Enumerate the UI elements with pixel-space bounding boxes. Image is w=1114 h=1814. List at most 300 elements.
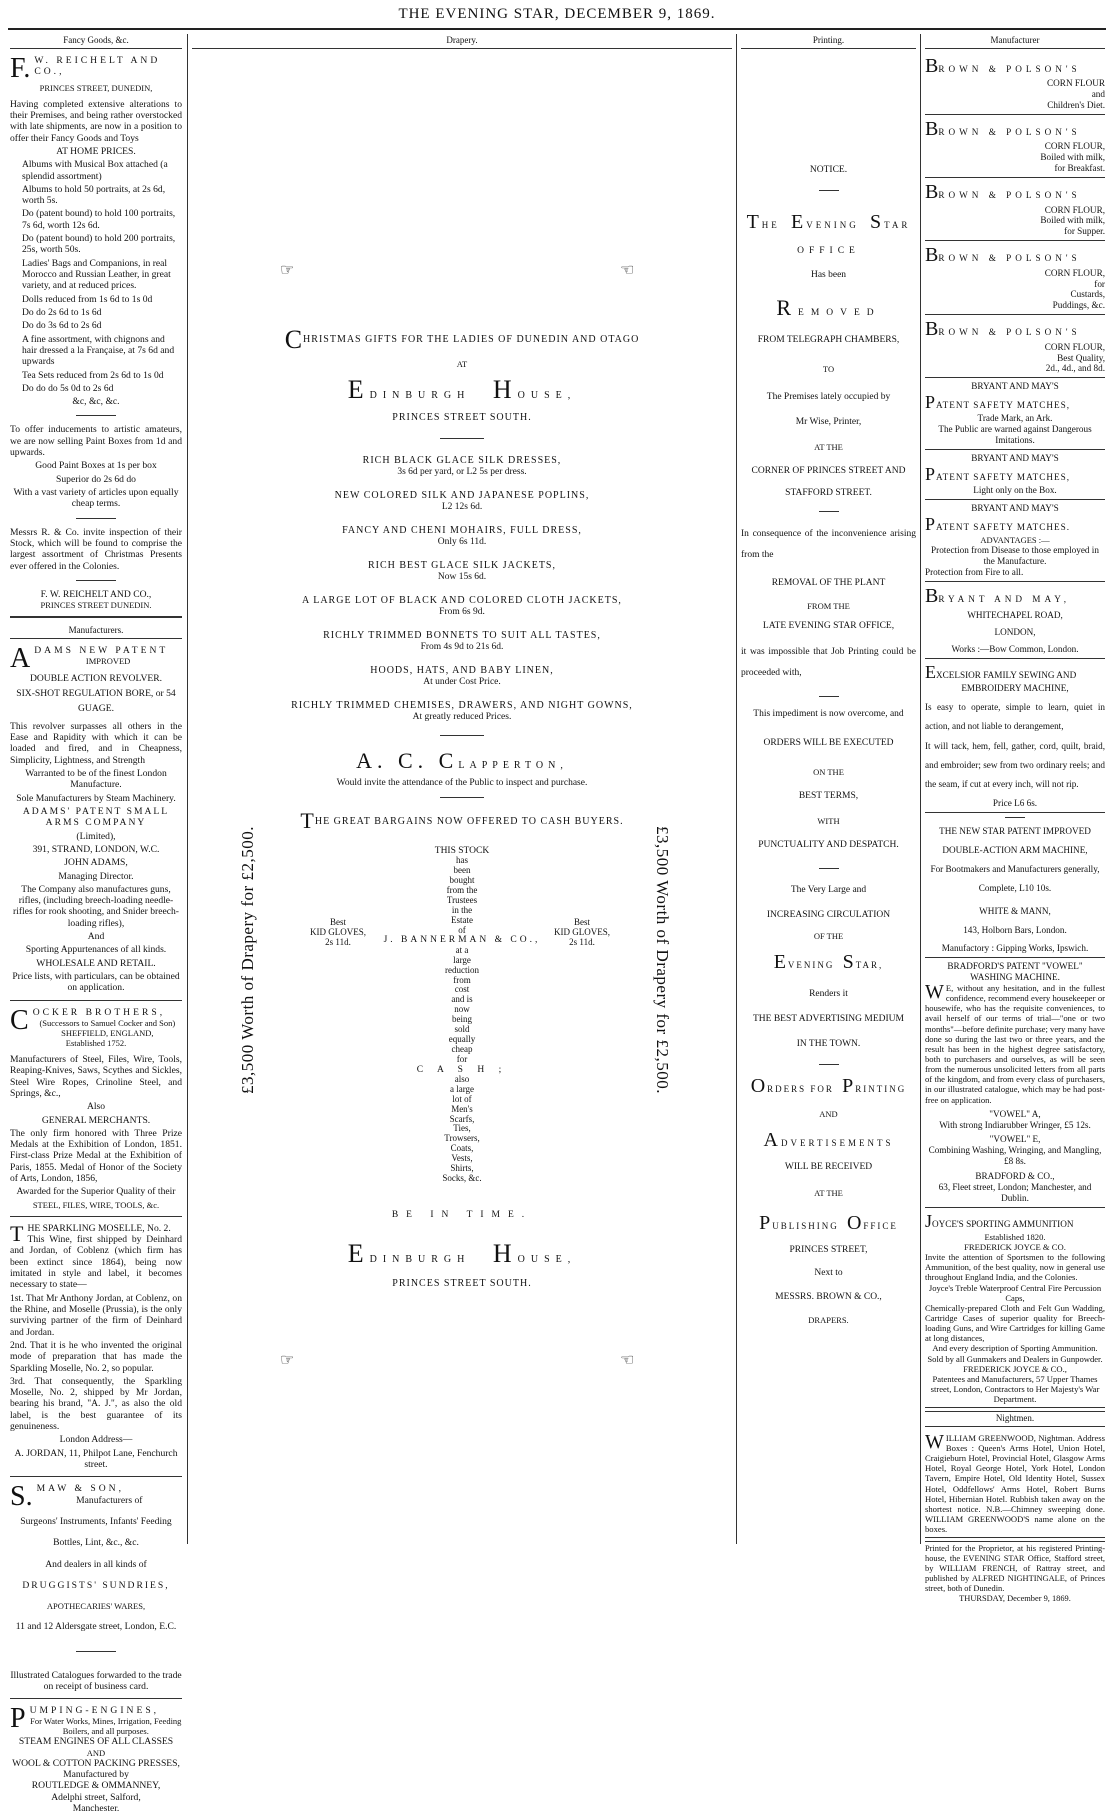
ad-text: Is easy to operate, simple to learn, quiet in action, and not liable to derangement,	[925, 701, 1105, 732]
ad-headline: DINBURGH	[369, 390, 471, 402]
stock-line: Vests,	[451, 1153, 473, 1164]
ad-text: "VOWEL" E,	[989, 1134, 1041, 1145]
ad-title: ROWN & POLSON'S	[938, 126, 1081, 137]
ad-headline: A. C. C	[356, 747, 459, 773]
ad-text: With strong Indiarubber Wringer, £5 12s.	[939, 1119, 1091, 1130]
ad-text: (Limited),	[76, 830, 116, 842]
stock-line: from	[453, 974, 471, 985]
item-title: RICHLY TRIMMED BONNETS TO SUIT ALL TASTES,	[323, 629, 601, 641]
ad-text: LATE EVENING STAR OFFICE,	[762, 620, 895, 631]
stock-line: in the	[451, 904, 473, 915]
item-price: Only 6s 11d.	[437, 536, 487, 547]
ad-text: Managing Director.	[58, 870, 134, 882]
divider	[440, 797, 484, 798]
ad-text: CORN FLOUR	[1047, 78, 1105, 89]
ad-text: Price lists, with particulars, can be obtained on application.	[12, 971, 180, 994]
ad-text: INCREASING CIRCULATION	[766, 909, 891, 920]
ad-address: Patentees and Manufacturers, 57 Upper Thames street, London, Contractors to Her Majesty's War Department.	[930, 1373, 1100, 1405]
masthead-rule	[8, 28, 1106, 30]
list-item: Do do 3s 6d to 2s 6d	[22, 320, 102, 332]
ad-text: ORDERS WILL BE EXECUTED	[763, 738, 894, 748]
ad-text: THE BEST ADVERTISING MEDIUM	[753, 1013, 904, 1024]
drop-initial: P	[842, 1075, 856, 1098]
stock-line: Socks, &c.	[442, 1172, 482, 1183]
list-item	[192, 525, 732, 548]
stock-line: cost	[454, 984, 470, 995]
ad-headline: OUSE,	[517, 1254, 577, 1265]
drop-initial: H	[492, 375, 518, 405]
list-item: Do do 2s 6d to 1s 6d	[22, 306, 102, 318]
ad-text: It will tack, hem, fell, gather, cord, quilt, braid, and embroider; sew from two ordinary reels; and the seam, if cut at every inch, will not rip.	[925, 740, 1105, 790]
drop-initial: C	[10, 1004, 29, 1036]
stock-line: of	[458, 924, 466, 935]
divider	[10, 1000, 182, 1001]
ad-title: BRYANT AND MAY'S	[971, 453, 1059, 463]
stock-line: Trowsers,	[444, 1133, 480, 1144]
ad-text: SIX-SHOT REGULATION BORE, or 54	[16, 688, 176, 700]
ad-text: And every description of Sporting Ammunition. Sold by all Gunmakers and Dealers in Gunpowder.	[927, 1343, 1103, 1364]
stock-line: has	[456, 855, 468, 866]
ad-text: DRAPERS.	[808, 1314, 849, 1325]
ad-text: WILL BE RECEIVED	[784, 1162, 873, 1173]
new-star-ad	[925, 826, 1105, 958]
ad-text: Combining Washing, Wringing, and Mangling, £8 8s.	[928, 1145, 1102, 1167]
ad-text: Renders it	[809, 988, 848, 999]
item-price: Now 15s 6d.	[437, 571, 487, 582]
ad-text: Light only on the Box.	[973, 485, 1057, 496]
drop-initial: P	[925, 463, 937, 484]
item-price: L2 12s 6d.	[441, 501, 483, 512]
drop-initial: H	[492, 1239, 518, 1268]
ad-text: Illustrated Catalogues forwarded to the trade on receipt of business card.	[10, 1669, 182, 1692]
divider	[819, 190, 839, 191]
ad-text: E, without any hesitation, and in the fullest confidence, recommend every housekeeper or housewife, who has the requisite conveniences, to avail herself of our terms of trial—"one or two months"—before definite purchase; very many have done so during the last two or three years, and the result has been in the highest degree satisfactory, both to purchasers and ourselves, as will be seen from the numerous unsolicited letters from all parts of the kingdom, and from every class of purchasers, in our illustrated catalogue, which may be had post-free on application.	[925, 983, 1105, 1105]
ad-address: 11 and 12 Aldersgate street, London, E.C.	[15, 1621, 177, 1633]
ad-text: DOUBLE ACTION REVOLVER.	[29, 672, 163, 684]
ad-text: STEEL, FILES, WIRE, TOOLS, &c.	[32, 1199, 160, 1210]
ad-text: Protection from Fire to all.	[925, 566, 1024, 577]
divider	[10, 1216, 182, 1217]
ad-text: ADAMS' PATENT SMALL ARMS COMPANY	[22, 805, 170, 829]
item-title: RICHLY TRIMMED CHEMISES, DRAWERS, AND NIGHT GOWNS,	[291, 699, 633, 711]
brown-polson-ad	[925, 118, 1105, 178]
ad-text: Has been	[810, 269, 847, 280]
item-title: RICH BEST GLACE SILK JACKETS,	[368, 559, 556, 571]
divider	[440, 438, 484, 439]
kid-gloves-left	[310, 918, 366, 948]
bryant-may-ad	[925, 381, 1105, 450]
ad-text: FREDERICK JOYCE & CO.,	[963, 1363, 1067, 1374]
ad-headline: DINBURGH	[369, 1254, 471, 1265]
adams-ad	[10, 642, 182, 994]
list-item: Albums with Musical Box attached (a splendid assortment)	[22, 159, 168, 182]
stock-line: cheap	[451, 1043, 473, 1054]
item-price: From 4s 9d to 21s 6d.	[420, 641, 504, 652]
list-item	[192, 455, 732, 478]
pointing-hand-icon: ☜	[620, 1352, 635, 1369]
ad-text: Boiled with milk,	[1040, 215, 1105, 226]
pumping-ad	[10, 1705, 182, 1814]
brown-polson-ad	[925, 181, 1105, 241]
item-title: FANCY AND CHENI MOHAIRS, FULL DRESS,	[342, 524, 582, 536]
ad-title: UMPING-ENGINES,	[29, 1705, 160, 1717]
divider	[819, 511, 839, 512]
ad-title: BRYANT AND MAY'S	[971, 502, 1059, 513]
ad-text: AND	[819, 1108, 838, 1119]
ad-text: AT THE	[814, 1187, 843, 1198]
ad-headline: BE IN TIME.	[391, 1209, 533, 1220]
ad-address: 63, Fleet street, London; Manchester, and Dublin.	[938, 1181, 1092, 1203]
ad-title: RYANT AND MAY,	[938, 593, 1070, 604]
ad-text: Boiled with milk,	[1040, 152, 1105, 163]
list-item	[192, 560, 732, 583]
stock-line: been	[453, 865, 471, 876]
ad-text: Established 1820.	[984, 1231, 1046, 1242]
stock-line: Trustees	[446, 894, 478, 905]
list-item: Dolls reduced from 1s 6d to 1s 0d	[22, 293, 153, 305]
ad-title: ROWN & POLSON'S	[938, 253, 1081, 264]
ad-title: XCELSIOR FAMILY SEWING AND	[936, 669, 1077, 680]
list-item	[192, 490, 732, 513]
ad-title: ILLIAM GREENWOOD, Nightman.	[945, 1432, 1075, 1443]
ad-headline: HRISTMAS GIFTS FOR THE LADIES OF DUNEDIN AND OTAGO	[303, 333, 640, 345]
ad-text: To offer inducements to artistic amateurs, we are now selling Paint Boxes from 1d and upwards.	[10, 424, 182, 459]
ad-title: HE SPARKLING MOSELLE, No. 2.	[27, 1222, 171, 1234]
ad-headline: HE	[761, 219, 780, 230]
ad-text: 2s 11d.	[325, 936, 351, 947]
ad-address: PRINCES STREET,	[789, 1245, 868, 1256]
item-price: At greatly reduced Prices.	[412, 711, 512, 722]
drop-initial: E	[347, 1239, 370, 1268]
stock-line: a large	[449, 1083, 475, 1094]
drop-initial: C	[284, 324, 304, 354]
section-heading: Drapery.	[192, 34, 732, 49]
ad-text: And	[87, 931, 105, 943]
ad-text: FREDERICK JOYCE & CO.	[964, 1242, 1066, 1252]
stock-line: Ties,	[453, 1123, 471, 1134]
ad-text: For Bootmakers and Manufacturers generally,	[930, 864, 1100, 875]
ad-text: BRADFORD & CO.,	[975, 1171, 1055, 1182]
ad-title: ATENT SAFETY MATCHES.	[936, 521, 1071, 532]
divider	[440, 735, 484, 736]
ad-title: OCKER BROTHERS,	[32, 1006, 166, 1018]
drop-initial: B	[925, 54, 939, 77]
ad-headline: UBLISHING	[772, 1220, 839, 1231]
ad-headline: RDERS FOR	[767, 1084, 834, 1095]
drop-initial: B	[925, 180, 939, 203]
brown-polson-ad	[925, 244, 1105, 315]
ad-text: Chemically-prepared Cloth and Felt Gun Wadding, Cartridge Cases of superior quality for Breech-loading Guns, and Wire Cartridges for killing Game at long distances,	[925, 1302, 1105, 1344]
ad-text: Having completed extensive alterations to their Premises, and being rather overstocked with late shipments, are now in a position to offer their Fancy Goods and Toys	[10, 98, 182, 144]
column-rule	[736, 34, 737, 1544]
list-item: Do (patent bound) to hold 100 portraits, 7s 6d, worth 12s 6d.	[22, 208, 176, 231]
ad-signature: F. W. REICHELT AND CO.,	[40, 588, 152, 600]
stock-line: at a	[455, 944, 469, 955]
ad-headline: FFICE	[863, 1220, 898, 1231]
ad-title: ROWN & POLSON'S	[938, 63, 1081, 74]
ad-text: 2s 11d.	[569, 936, 595, 947]
ad-text: CORN FLOUR,	[1044, 267, 1105, 278]
ad-text: Good Paint Boxes at 1s per box	[35, 460, 157, 472]
ad-text: DRUGGISTS' SUNDRIES,	[22, 1579, 170, 1591]
brown-polson-ad	[925, 318, 1105, 378]
bryant-may-ad	[925, 453, 1105, 500]
ad-text: London Address—	[59, 1434, 133, 1446]
ad-text: Messrs R. & Co. invite inspection of their Stock, which will be found to comprise the largest assortment of Christmas Presents ever offered in the Colonies.	[10, 526, 182, 572]
ad-title: THE NEW STAR PATENT IMPROVED	[939, 826, 1091, 837]
stock-line: Coats,	[450, 1143, 474, 1154]
ad-title: ROWN & POLSON'S	[938, 189, 1081, 200]
item-price: 3s 6d per yard, or L2 5s per dress.	[397, 466, 527, 477]
ad-text: IN THE TOWN.	[796, 1039, 861, 1050]
ad-title: OYCE'S SPORTING AMMUNITION	[932, 1218, 1074, 1229]
drop-initial: E	[925, 661, 936, 682]
ad-text: CORNER OF PRINCES STREET AND	[751, 466, 906, 477]
ad-text: "VOWEL" A,	[989, 1108, 1041, 1119]
drop-initial: S	[870, 210, 885, 233]
list-item: Albums to hold 50 portraits, at 2s 6d, worth 5s.	[22, 183, 166, 207]
ad-text: Manufacturers of	[76, 1494, 143, 1506]
ad-text: Sole Manufacturers by Steam Machinery.	[16, 792, 176, 804]
ad-text: BEST TERMS,	[798, 791, 859, 802]
ad-text: Warranted to be of the finest London Manufacture.	[25, 768, 167, 791]
stock-line: also	[454, 1074, 470, 1084]
item-title: A LARGE LOT OF BLACK AND COLORED CLOTH JACKETS,	[302, 594, 622, 606]
ad-text: WOOL & COTTON PACKING PRESSES,	[12, 1757, 180, 1769]
drop-initial: F.	[10, 52, 31, 84]
ad-text: and	[1091, 89, 1105, 100]
ad-headline: EMOVED	[798, 307, 881, 318]
ad-text: REMOVAL OF THE PLANT	[771, 577, 886, 588]
divider	[10, 1476, 182, 1477]
stock-line: from the	[446, 884, 478, 895]
item-title: RICH BLACK GLACE SILK DRESSES,	[362, 454, 562, 466]
ad-address: Manchester.	[72, 1803, 120, 1814]
cocker-ad	[10, 1004, 182, 1210]
pointing-hand-icon: ☞	[280, 1352, 295, 1369]
ad-text: Best	[573, 916, 590, 927]
column-rule	[187, 34, 188, 1544]
ad-text: it was impossible that Job Printing could be proceeded with,	[741, 647, 916, 678]
drop-initial: S.	[10, 1481, 33, 1513]
ad-title: ATENT SAFETY MATCHES,	[936, 400, 1071, 411]
pointing-hand-icon: ☞	[280, 262, 295, 279]
ad-text: Established 1752.	[65, 1037, 127, 1048]
drop-initial: A	[763, 1128, 781, 1151]
stock-line: being	[452, 1014, 472, 1025]
ad-text: GENERAL MERCHANTS.	[41, 1114, 151, 1126]
stock-line: Men's	[451, 1103, 473, 1114]
section-heading: Fancy Goods, &c.	[10, 34, 182, 49]
ad-signature: PRINCES STREET DUNEDIN.	[40, 600, 152, 611]
ad-text: 2d., 4d., and 8d.	[1045, 363, 1105, 374]
ad-text: Address Boxes : Queen's Arms Hotel, Union Hotel, Craigieburn Hotel, Provincial Hotel, Glasgow Arms Hotel, Royal George Hotel, York Hotel, London Tavern, Empire Hotel, Old Identity Hotel, Sussex Hotel, Oddfellows' Arms Hotel, Robert Burns Hotel, Hibernian Hotel. Rubbish taken away on the shortest notice. N.B.—Chimney sweeping done. WILLIAM GREENWOOD'S name alone on the boxes.	[925, 1432, 1105, 1535]
ad-text: for Supper.	[1064, 226, 1105, 237]
drop-initial: T	[300, 807, 315, 833]
moselle-ad	[10, 1220, 182, 1471]
section-heading: Printing.	[741, 34, 916, 49]
ad-text: Protection from Disease to those employed in the Manufacture.	[931, 545, 1099, 566]
ad-address: PRINCES STREET SOUTH.	[392, 1277, 532, 1289]
ad-text: The Public are warned against Dangerous Imitations.	[938, 424, 1092, 446]
ad-text: The only firm honored with Three Prize Medals at the Exhibition of London, 1851. First-class Prize Medal at the Exhibition of Paris, 1855. Medal of Honor of the Society of Arts, London, 1856,	[10, 1127, 182, 1185]
ad-text: The Premises lately occupied by	[766, 391, 891, 402]
list-item: Ladies' Bags and Companions, in real Morocco and Russian Leather, in great variety, and at reduced prices.	[22, 257, 171, 292]
section-heading: Manufacturers.	[10, 624, 182, 639]
ad-address: PRINCES STREET SOUTH.	[392, 411, 532, 423]
ad-text: This Wine, first shipped by Deinhard and Jordan, of Coblenz (which firm has been extinct since 1864), being now imitated in style and label, it becomes necessary to state—	[10, 1234, 182, 1291]
column-rule	[920, 34, 921, 1544]
stock-line: for	[456, 1053, 468, 1064]
ad-address: PRINCES STREET, DUNEDIN,	[39, 82, 153, 93]
drop-initial: B	[925, 117, 939, 140]
ad-title: ATENT SAFETY MATCHES,	[936, 471, 1071, 482]
drop-initial: O	[750, 1075, 768, 1098]
imprint: Printed for the Proprietor, at his registered Printing-house, the EVENING STAR Office, Stafford street, by WILLIAM FRENCH, of Rattray street, and published by ALFRED NIGHTINGALE, of Princes street, both of Dunedin.	[925, 1541, 1105, 1594]
ad-text: AND	[86, 1747, 106, 1758]
ad-text: Bottles, Lint, &c., &c.	[53, 1537, 139, 1549]
divider	[10, 616, 182, 618]
ad-text: Surgeons' Instruments, Infants' Feeding	[20, 1515, 172, 1527]
ad-title: ROWN & POLSON'S	[938, 327, 1081, 338]
stock-line: THIS STOCK	[434, 845, 490, 856]
ad-text: This impediment is now overcome, and	[753, 708, 904, 719]
ad-text: OF THE	[813, 931, 844, 942]
ad-text: TO	[822, 363, 835, 374]
vertical-banner-right: £3,500 Worth of Drapery for £2,500.	[653, 826, 672, 1094]
ad-text: Invite the attention of Sportsmen to the following Ammunition, of the best quality, now in general use throughout England India, and the Colonies.	[925, 1252, 1105, 1283]
greenwood-ad	[925, 1430, 1105, 1538]
ad-title: WASHING MACHINE.	[970, 972, 1060, 983]
item-title: NEW COLORED SILK AND JAPANESE POPLINS,	[334, 489, 590, 501]
pointing-hand-icon: ☜	[620, 262, 635, 279]
drop-initial: P	[759, 1211, 773, 1234]
imprint-date: THURSDAY, December 9, 1869.	[959, 1593, 1071, 1603]
ad-text: Puddings, &c.	[1052, 300, 1105, 311]
ad-text: WHITE & MANN,	[979, 905, 1051, 916]
vertical-banner-left: £3,500 Worth of Drapery for £2,500.	[238, 826, 257, 1094]
divider	[76, 415, 116, 416]
kid-gloves-right	[554, 918, 610, 948]
drop-initial: R	[776, 294, 799, 320]
masthead: THE EVENING STAR, DECEMBER 9, 1869.	[398, 6, 716, 22]
ad-text: PUNCTUALITY AND DESPATCH.	[758, 840, 899, 851]
ad-title: DOUBLE-ACTION ARM MACHINE,	[942, 845, 1088, 856]
list-item: Do do do 5s 0d to 2s 6d	[22, 382, 114, 394]
ad-title: W. REICHELT AND CO.,	[34, 54, 161, 77]
drop-initial: W	[925, 1430, 944, 1453]
drop-initial: A	[10, 642, 31, 674]
drop-initial: E	[773, 951, 788, 974]
ad-text: KID GLOVES,	[554, 926, 610, 937]
ad-text: AT	[456, 359, 468, 370]
ad-text: Next to	[814, 1268, 843, 1279]
stock-line: now	[454, 1004, 470, 1015]
divider	[1005, 817, 1025, 818]
ad-text: LONDON,	[994, 627, 1036, 638]
ad-text: OFFICE	[797, 246, 860, 257]
excelsior-ad	[925, 662, 1105, 814]
ad-text: Manufacturers of Steel, Files, Wire, Tools, Reaping-Knives, Saws, Scythes and Sickles, Steel Wire Ropes, Crinoline Steel, and Springs, &c.,	[10, 1053, 182, 1099]
ad-text: Manufactured by	[63, 1769, 129, 1781]
stock-line: Shirts,	[450, 1163, 474, 1174]
ad-headline: DVERTISEMENTS	[780, 1137, 894, 1148]
ad-text: Mr Wise, Printer,	[795, 417, 862, 428]
drop-initial: B	[925, 318, 939, 341]
column-3	[741, 34, 916, 1554]
ad-text: STEAM ENGINES OF ALL CLASSES	[18, 1736, 174, 1748]
ad-text: SHEFFIELD, ENGLAND,	[61, 1027, 154, 1038]
stock-line: C A S H ;	[416, 1064, 508, 1075]
ad-text: KID GLOVES,	[310, 926, 366, 937]
drop-initial: J	[925, 1210, 933, 1231]
reichelt-ad	[10, 52, 182, 611]
ad-text: AT HOME PRICES.	[56, 145, 136, 157]
stock-line: Estate	[451, 914, 473, 925]
bryant-may-ad	[925, 503, 1105, 582]
ad-text: And dealers in all kinds of	[45, 1558, 147, 1570]
ad-headline: VENING	[806, 219, 859, 230]
ad-text: The Very Large and	[790, 884, 867, 895]
ad-text: Best	[329, 916, 346, 927]
ad-title: EMBROIDERY MACHINE,	[961, 683, 1069, 694]
ad-text: Awarded for the Superior Quality of their	[16, 1186, 176, 1198]
ad-text: ADVANTAGES :—	[980, 535, 1050, 546]
ad-text: GUAGE.	[78, 703, 114, 715]
ad-text: Price L6 6s.	[992, 798, 1038, 809]
ad-title: DAMS NEW PATENT	[34, 644, 169, 656]
ad-text: In consequence of the inconvenience arising from the	[741, 528, 916, 560]
stock-line: Scarfs,	[449, 1113, 475, 1124]
ad-address: A. JORDAN, 11, Philpot Lane, Fenchurch street.	[14, 1447, 178, 1470]
ad-headline: OUSE,	[517, 390, 577, 402]
ad-text: for Breakfast.	[1054, 163, 1105, 174]
ad-title: MAW & SON,	[36, 1483, 124, 1495]
list-item: Do (patent bound) to hold 200 portraits, 25s, worth 50s.	[22, 233, 176, 256]
ad-text: CORN FLOUR,	[1044, 141, 1105, 152]
ad-text: For Water Works, Mines, Irrigation, Feeding Boilers, and all purposes.	[30, 1716, 182, 1737]
list-item	[192, 630, 732, 653]
ad-text: MESSRS. BROWN & CO.,	[775, 1291, 882, 1302]
ad-text: 2nd. That it is he who invented the original mode of preparation that has made the Sparkling Moselle, No. 2, so popular.	[10, 1339, 182, 1374]
ad-headline: RINTING	[855, 1084, 907, 1095]
divider	[76, 1651, 116, 1652]
stock-line: reduction	[445, 964, 479, 975]
drop-initial: T	[10, 1220, 24, 1246]
ad-text: APOTHECARIES' WARES,	[46, 1601, 146, 1612]
ad-text: The Company also manufactures guns, rifles, (including breech-loading needle-rifles for rook shooting, and Snider breech-loading rifles),	[13, 883, 179, 929]
ad-text: Sporting Appurtenances of all kinds.	[25, 944, 167, 956]
ad-text: Complete, L10 10s.	[978, 882, 1052, 893]
ad-text: ROUTLEDGE & OMMANNEY,	[31, 1780, 161, 1792]
list-item: &c, &c, &c.	[72, 396, 120, 408]
ad-text: FROM TELEGRAPH CHAMBERS,	[757, 334, 900, 345]
ad-title: BRYANT AND MAY'S	[971, 381, 1059, 392]
ad-text: Would invite the attendance of the Public to inspect and purchase.	[336, 777, 588, 788]
drop-initial: P	[925, 513, 937, 534]
ad-address: Manufactory : Gipping Works, Ipswich.	[941, 943, 1089, 954]
drop-initial: W	[925, 981, 944, 1004]
drop-initial: B	[925, 584, 939, 607]
drop-initial: O	[846, 1211, 864, 1234]
divider	[819, 696, 839, 697]
ad-text: FROM THE	[807, 600, 850, 611]
stock-line: lot of	[452, 1093, 472, 1104]
ad-text: Custards,	[1070, 289, 1105, 300]
stock-line: J. BANNERMAN & CO.,	[383, 935, 541, 946]
ad-text: 3rd. That consequently, the Sparkling Moselle, No. 2, shipped by Mr Jordan, bearing his brand, "A. J.", as also the old label, is the best guarantee of its genuineness.	[10, 1375, 182, 1433]
item-price: At under Cost Price.	[423, 676, 501, 687]
